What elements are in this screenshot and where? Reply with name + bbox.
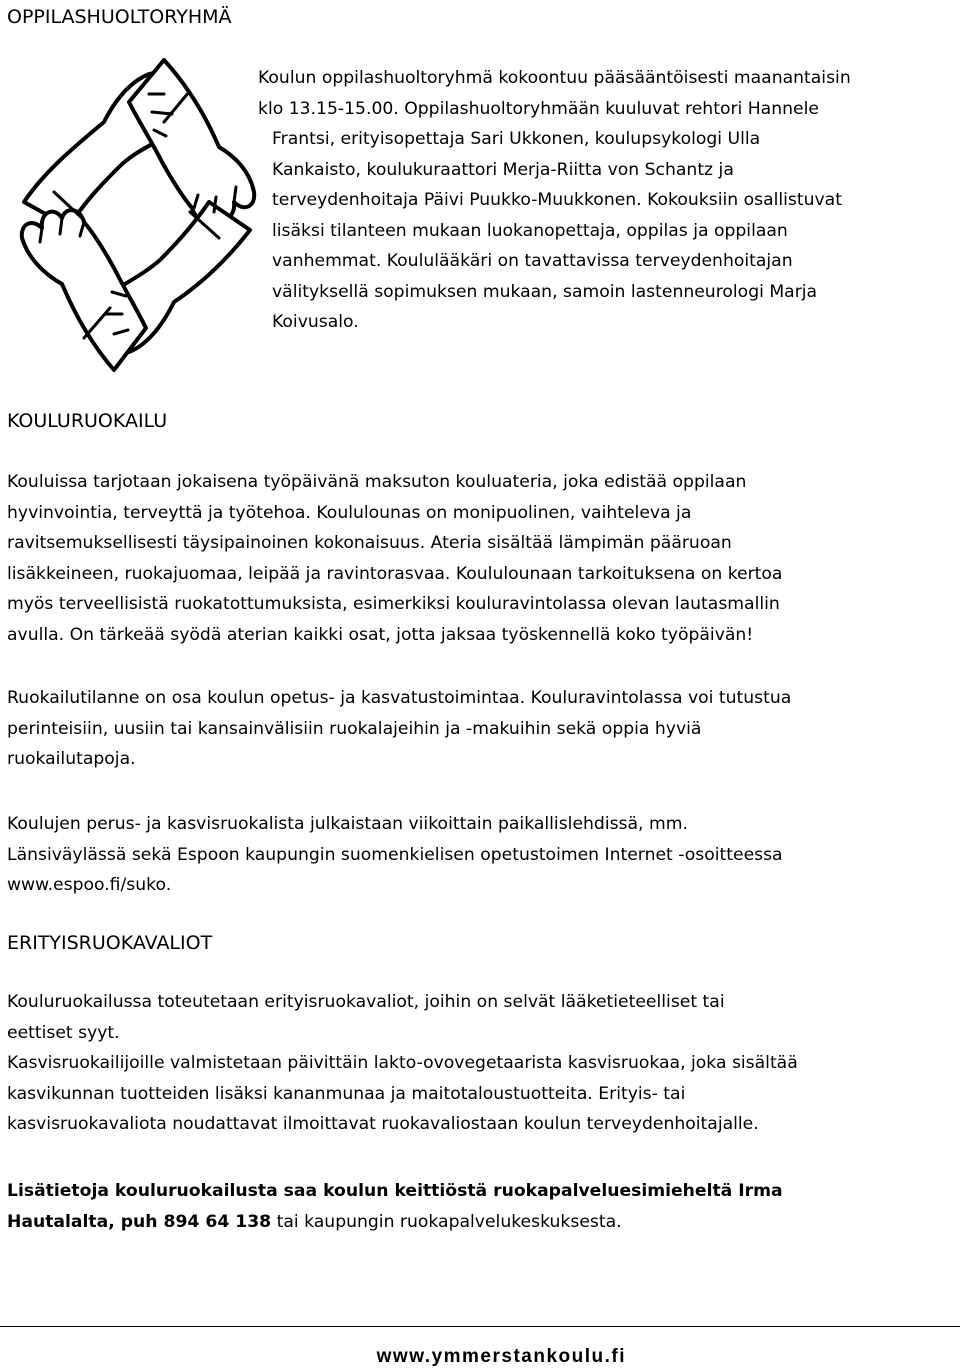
text-line: myös terveellisistä ruokatottumuksista, esimerkiksi kouluravintolassa olevan lautasmallin xyxy=(7,594,780,614)
text-line xyxy=(7,1207,953,1238)
erityisruokavaliot-paragraph xyxy=(7,987,953,1140)
text-line xyxy=(7,1176,953,1207)
text-line: perinteisiin, uusiin tai kansainvälisiin ruokalajeihin ja -makuihin sekä oppia hyviä xyxy=(7,718,702,739)
heading-oppilashuoltoryhma: OPPILASHUOLTORYHMÄ xyxy=(7,6,232,28)
text-line: Koulun oppilashuoltoryhmä kokoontuu pääsääntöisesti maanantaisin xyxy=(258,68,851,88)
info-paragraph xyxy=(7,1176,953,1237)
text-line: Ruokailutilanne on osa koulun opetus- ja kasvatustoimintaa. Kouluravintolassa voi tutustua xyxy=(7,688,792,708)
kouluruokailu-paragraph-3 xyxy=(7,809,953,901)
info-rest-text: tai kaupungin ruokapalvelukeskuksesta. xyxy=(271,1211,622,1232)
text-line: välityksellä sopimuksen mukaan, samoin lastenneurologi Marja xyxy=(272,281,818,302)
text-line: Koulujen perus- ja kasvisruokalista julkaistaan viikoittain paikallislehdissä, mm. xyxy=(7,814,688,834)
text-line: klo 13.15-15.00. Oppilashuoltoryhmään kuuluvat rehtori Hannele xyxy=(258,98,819,119)
text-line: www.espoo.fi/suko. xyxy=(7,875,172,895)
text-line: Kankaisto, koulukuraattori Merja-Riitta von Schantz ja xyxy=(272,159,734,180)
text-line: hyvinvointia, terveyttä ja työtehoa. Koululounas on monipuolinen, vaihteleva ja xyxy=(7,502,692,523)
text-line: Kouluissa tarjotaan jokaisena työpäivänä maksuton kouluateria, joka edistää oppilaan xyxy=(7,472,747,492)
text-line: ruokailutapoja. xyxy=(7,749,136,769)
footer-website-link[interactable]: www.ymmerstankoulu.fi xyxy=(376,1346,626,1367)
info-bold-text: Lisätietoja kouluruokailusta saa koulun keittiöstä ruokapalveluesimieheltä Irma xyxy=(7,1181,783,1201)
text-line: kasvisruokavaliota noudattavat ilmoittavat ruokavaliostaan koulun terveydenhoitajalle. xyxy=(7,1114,759,1134)
text-line: Kasvisruokailijoille valmistetaan päivittäin lakto-ovovegetaarista kasvisruokaa, joka sisältää xyxy=(7,1053,798,1073)
text-line: kasvikunnan tuotteiden lisäksi kananmunaa ja maitotaloustuotteita. Erityis- tai xyxy=(7,1083,686,1104)
heading-erityisruokavaliot: ERITYISRUOKAVALIOT xyxy=(7,932,213,954)
contact-phone: Hautalalta, puh 894 64 138 xyxy=(7,1211,272,1232)
text-line: lisäkkeineen, ruokajuomaa, leipää ja ravintorasvaa. Koululounaan tarkoituksena on kertoa xyxy=(7,563,783,584)
text-line: Länsiväylässä sekä Espoon kaupungin suomenkielisen opetustoimen Internet -osoitteessa xyxy=(7,844,783,865)
heading-kouluruokailu: KOULURUOKAILU xyxy=(7,410,168,432)
text-line: Koivusalo. xyxy=(272,312,359,332)
text-line: lisäksi tilanteen mukaan luokanopettaja, oppilas ja oppilaan xyxy=(272,220,788,241)
footer-divider xyxy=(0,1326,960,1327)
text-line: vanhemmat. Koululääkäri on tavattavissa terveydenhoitajan xyxy=(272,251,793,271)
text-line: Kouluruokailussa toteutetaan erityisruokavaliot, joihin on selvät lääketieteelliset tai xyxy=(7,992,725,1012)
text-line: eettiset syyt. xyxy=(7,1022,120,1043)
joined-hands-icon xyxy=(14,52,260,378)
kouluruokailu-paragraph-2 xyxy=(7,683,953,775)
text-line: avulla. On tärkeää syödä aterian kaikki osat, jotta jaksaa työskennellä koko työpäivän! xyxy=(7,624,754,645)
text-line: ravitsemuksellisesti täysipainoinen kokonaisuus. Ateria sisältää lämpimän pääruoan xyxy=(7,533,732,553)
oppilashuolto-paragraph xyxy=(258,63,954,338)
text-line: terveydenhoitaja Päivi Puukko-Muukkonen. Kokouksiin osallistuvat xyxy=(272,190,842,210)
text-line: Frantsi, erityisopettaja Sari Ukkonen, koulupsykologi Ulla xyxy=(272,129,761,149)
kouluruokailu-paragraph-1 xyxy=(7,467,953,650)
